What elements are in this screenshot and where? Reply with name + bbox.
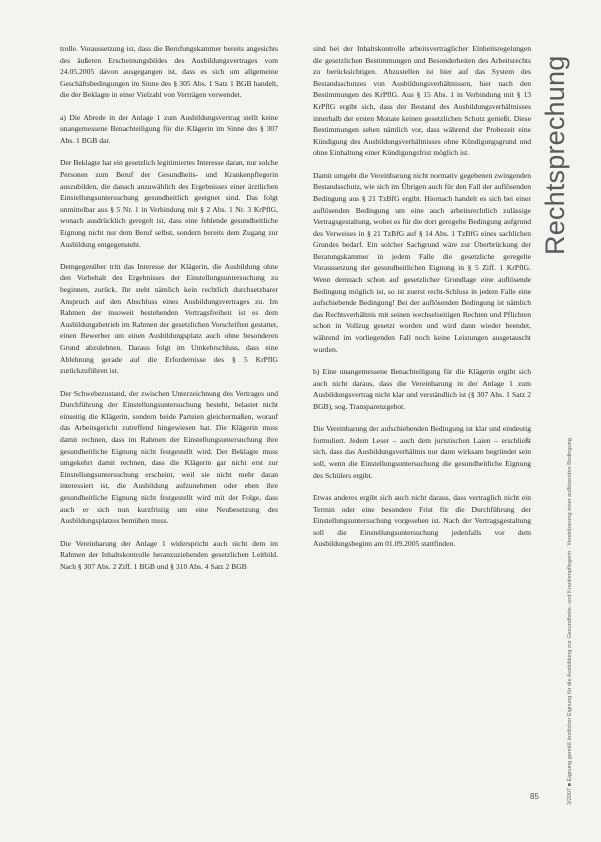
right-paragraph-4: Die Vereinbarung der aufschiebenden Bedingung ist klar und eindeutig formuliert. Jedem Leser – auch dem juristischen Laien – erschließt sich, dass das Ausbildungsverhältnis nur dann wirksam begründet sein soll, wenn die Einstellungsuntersuchung die gesundheitliche Eignung des Schülers ergibt. [313, 424, 531, 480]
left-paragraph-1: trolle. Voraussetzung ist, dass die Berufungskammer bereits angesichts des äußeren Erscheinungsbildes des Ausbildungsvertrages vom 24.05.2005 davon ausgegangen ist, dass es sich um allgemeine Geschäftsbedingungen im Sinne des § 305 Abs. 1 Satz 1 BGB handelt, die der Beklagte in einer Vielzahl von Verträgen verwendet. [60, 44, 278, 100]
left-paragraph-6: Die Vereinbarung der Anlage 1 widerspricht auch nicht dem im Rahmen der Inhaltskontrolle heranzuziehenden gesetzlichen Leitbild. Nach § 307 Abs. 2 Ziff. 1 BGB und § 310 Abs. 4 Satz 2 BGB [60, 538, 278, 571]
left-paragraph-3: Der Beklagte hat ein gesetzlich legitimiertes Interesse daran, nur solche Personen zum Beruf der Gesundheits- und Krankenpflegerin auszubilden, die danach anzuwählich des Ergebnisses einer ärztlichen Einstellungsuntersuchung gesundheitlich geeignet sind. Das folgt unmittelbar aus § 5 Nr. 1 in Verbindung mit § 2 Abs. 1 Nr. 3 KrPflG, wonach ausdrücklich geregelt ist, dass eine fehlende gesundheitliche Eignung nicht nur dem Beruf selbst, sondern bereits dem Zugang zur Ausbildung entgegensteht. [60, 158, 278, 249]
right-paragraph-3: b) Eine unangemessene Benachteiligung für die Klägerin ergibt sich auch nicht daraus, dass die Vereinbarung in der Anlage 1 zum Ausbildungsvertrag nicht klar und verständlich ist (§ 307 Abs. 1 Satz 2 BGB), sog. Transparenzgebot. [313, 367, 531, 411]
right-paragraph-1: sind bei der Inhaltskontrolle arbeitsvertraglicher Einheitsregelungen die gesetzlichen Bestimmungen und Besonderheiten des Arbeitsrechts zu berücksichtigen. Abzustellen ist hier auf das System des Bestandsschutzes von Ausbildungsverhältnissen, hier nach den Bestimmungen des KrPflG. Aus § 15 Abs. 1 in Verbindung mit § 13 KrPflG ergibt sich, dass der Bestand des Ausbildungsverhältnisses innerhalb der ersten Monate keinen gesetzlichen Schutz genießt. Diese Bestimmungen sehen nämlich vor, dass während der Probezeit eine Kündigung des Ausbildungsverhältnisses ohne Kündigungsgrund und ohne Einhaltung einer Kündigungsfrist möglich ist. [313, 44, 531, 158]
running-footer: 3/2007 ■ Eignung gemäß ärztlicher Eignung für die Ausbildung zur Gesundheits- und Krankenpflegerin · Vereinbarung einer auflösenden Bedingung [567, 438, 573, 805]
page-number: 85 [530, 792, 539, 801]
left-paragraph-4: Demgegenüber tritt das Interesse der Klägerin, die Ausbildung ohne den Vorbehalt des Ergebnisses der Einstellungsuntersuchung zu beginnen, zurück. Ihr steht nämlich kein rechtlich durchsetzbarer Anspruch auf den Abschluss eines Ausbildungsvertrages zu. Im Rahmen der insoweit bestehenden Vertragsfreiheit ist es dem Ausbildungsbetrieb im Rahmen der gesetzlichen Vorschriften gestattet, einen Bewerber um einen Ausbildungsplatz auch ohne besonderen Grund abzulehnen. Daraus folgt im Umkehrschluss, dass eine Ablehnung gerade auf die Erfordernisse des § 5 KrPflG zurückzuführen ist. [60, 261, 278, 376]
right-column [313, 43, 531, 561]
left-paragraph-5: Der Schwebezustand, der zwischen Unterzeichnung des Vertrages und Durchführung der Einstellungsuntersuchung besteht, belastet nicht einseitig die Klägerin, sondern beide Parteien gleichermaßen, worauf das Arbeitsgericht zutreffend hingewiesen hat. Die Klägerin muss damit rechnen, dass im Rahmen der Einstellungsuntersuchung ihre gesundheitliche Eignung nicht festgestellt wird. Der Beklagte muss umgekehrt damit rechnen, dass die Klägerin gar nicht erst zur Einstellungsuntersuchung erscheint, weil sie nicht mehr daran interessiert ist, die Ausbildung aufzunehmen oder eben ihre gesundheitliche Eignung nicht festgestellt wird mit der Folge, dass auch er sich nun kurzfristig um eine Neubesetzung des Ausbildungsplatzes bemühen muss. [60, 388, 278, 526]
right-paragraph-2: Damit umgeht die Vereinbarung nicht normativ gegebenen zwingenden Bestandsschutz, wie sich im Übrigen auch für den Fall der auflösenden Bedingung aus § 21 TzBfG ergibt. Hiernach handelt es sich bei einer auflösenden Bedingung um eine auch arbeitsrechtlich zulässige Vertragsgestaltung, wobei es für die dort geregelte Bedingung aufgrund des Verweises in § 21 TzBfG auf § 14 Abs. 1 TzBfG eines sachlichen Grundes bedarf. Ein solcher Sachgrund wäre zur Überbrückung der Beratungskammer in jedem Falle die gesetzliche geregelte Voraussetzung der gesundheitlichen Eignung in § 5 Ziff. 1 KrPflG. Wenn demnach schon auf gesetzlicher Grundlage eine auflösende Bedingung möglich ist, so ist zuerst recht-Schluss in jedem Falle eine aufschiebende Bedingung! Bei der auflösenden Bedingung ist nämlich das Rechtsverhältnis mit seinen wechselseitigen Rechten und Pflichten schon in Vollzug gesetzt worden und wird dann wieder beendet, während im vorliegenden Fall noch keine Leistungen ausgetauscht wurden. [313, 170, 531, 354]
left-column [60, 43, 278, 583]
section-title: Rechtsprechung [540, 55, 570, 255]
left-paragraph-2: a) Die Abrede in der Anlage 1 zum Ausbildungsvertrag stellt keine unangemessene Benachteiligung für die Klägerin im Sinne des § 307 Abs. 1 BGB dar. [60, 112, 278, 145]
right-paragraph-5: Etwas anderes ergibt sich auch nicht daraus, dass vertraglich nicht ein Termin oder eine besondere Frist für die Durchführung der Einstellungsuntersuchung vorgesehen ist. Nach der Vertragsgestaltung soll die Einstellungsuntersuchung jedenfalls vor dem Ausbildungsbeginn am 01.09.2005 stattfinden. [313, 492, 531, 549]
